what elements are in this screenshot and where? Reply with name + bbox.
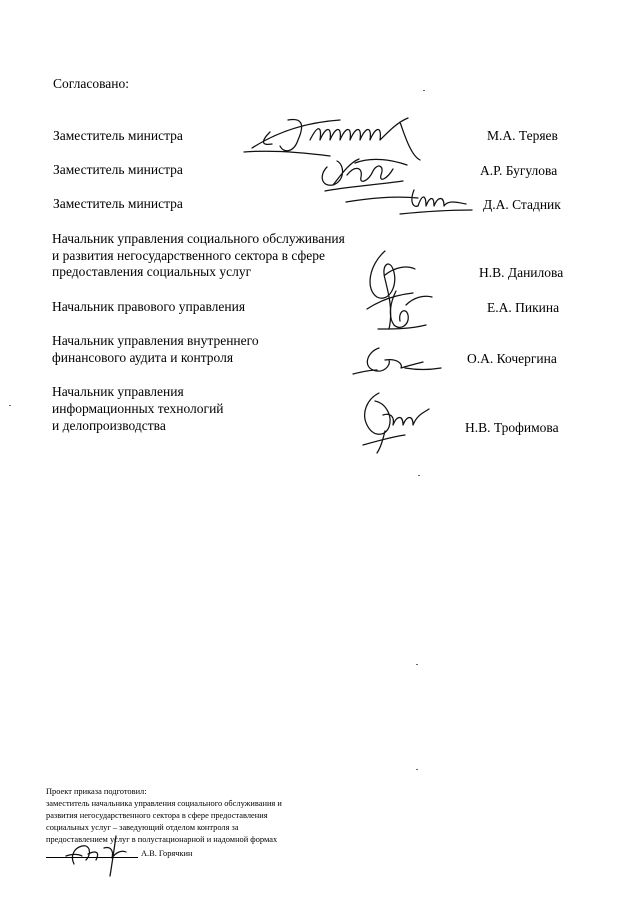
approver-1-position: Заместитель министра <box>53 128 183 143</box>
approver-1-name: М.А. Теряев <box>487 128 558 143</box>
approver-2-position: Заместитель министра <box>53 162 183 177</box>
approver-7-name: Н.В. Трофимова <box>465 420 559 435</box>
approver-6-position-line-1: Начальник управления внутреннего <box>52 333 259 348</box>
prepared-by-label: Проект приказа подготовил: <box>46 787 147 796</box>
approver-7-position-line-2: информационных технологий <box>52 401 224 416</box>
agreed-heading: Согласовано: <box>53 76 129 91</box>
approver-7-position-line-3: и делопроизводства <box>52 418 166 433</box>
scan-dot <box>9 405 11 406</box>
approver-4-position-line-2: и развития негосударственного сектора в сфере <box>52 248 326 263</box>
prepared-by-line-2: развития негосударственного сектора в сфере предоставления <box>46 811 268 820</box>
signature-trofimova <box>355 385 435 455</box>
scan-dot <box>423 90 425 91</box>
scan-dot <box>416 664 418 665</box>
signature-stadnik <box>340 180 480 220</box>
signature-kochergina <box>345 340 445 380</box>
approver-4-name: Н.В. Данилова <box>479 265 564 280</box>
scan-dot <box>416 769 418 770</box>
approver-5-name: Е.А. Пикина <box>487 300 560 315</box>
approver-7-position-line-1: Начальник управления <box>52 384 184 399</box>
signature-line <box>46 857 138 858</box>
approver-5-position: Начальник правового управления <box>52 299 246 314</box>
approver-3-position: Заместитель министра <box>53 196 183 211</box>
prepared-by-line-1: заместитель начальника управления социального обслуживания и <box>46 799 282 808</box>
prepared-by-signer: А.В. Горячкин <box>141 849 193 858</box>
approver-3-name: Д.А. Стадник <box>483 197 561 212</box>
prepared-by-line-3: социальных услуг – заведующий отделом контроля за <box>46 823 239 832</box>
approver-4-position-line-1: Начальник управления социального обслуживания <box>52 231 345 246</box>
approver-4-position-line-3: предоставления социальных услуг <box>52 264 252 279</box>
signature-pikina <box>370 285 440 335</box>
approver-6-position-line-2: финансового аудита и контроля <box>52 350 234 365</box>
scan-dot <box>418 475 420 476</box>
approver-2-name: А.Р. Бугулова <box>480 163 558 178</box>
prepared-by-line-4: предоставлением услуг в полустационарной и надомной формах <box>46 835 278 844</box>
approver-6-name: О.А. Кочергина <box>467 351 557 366</box>
